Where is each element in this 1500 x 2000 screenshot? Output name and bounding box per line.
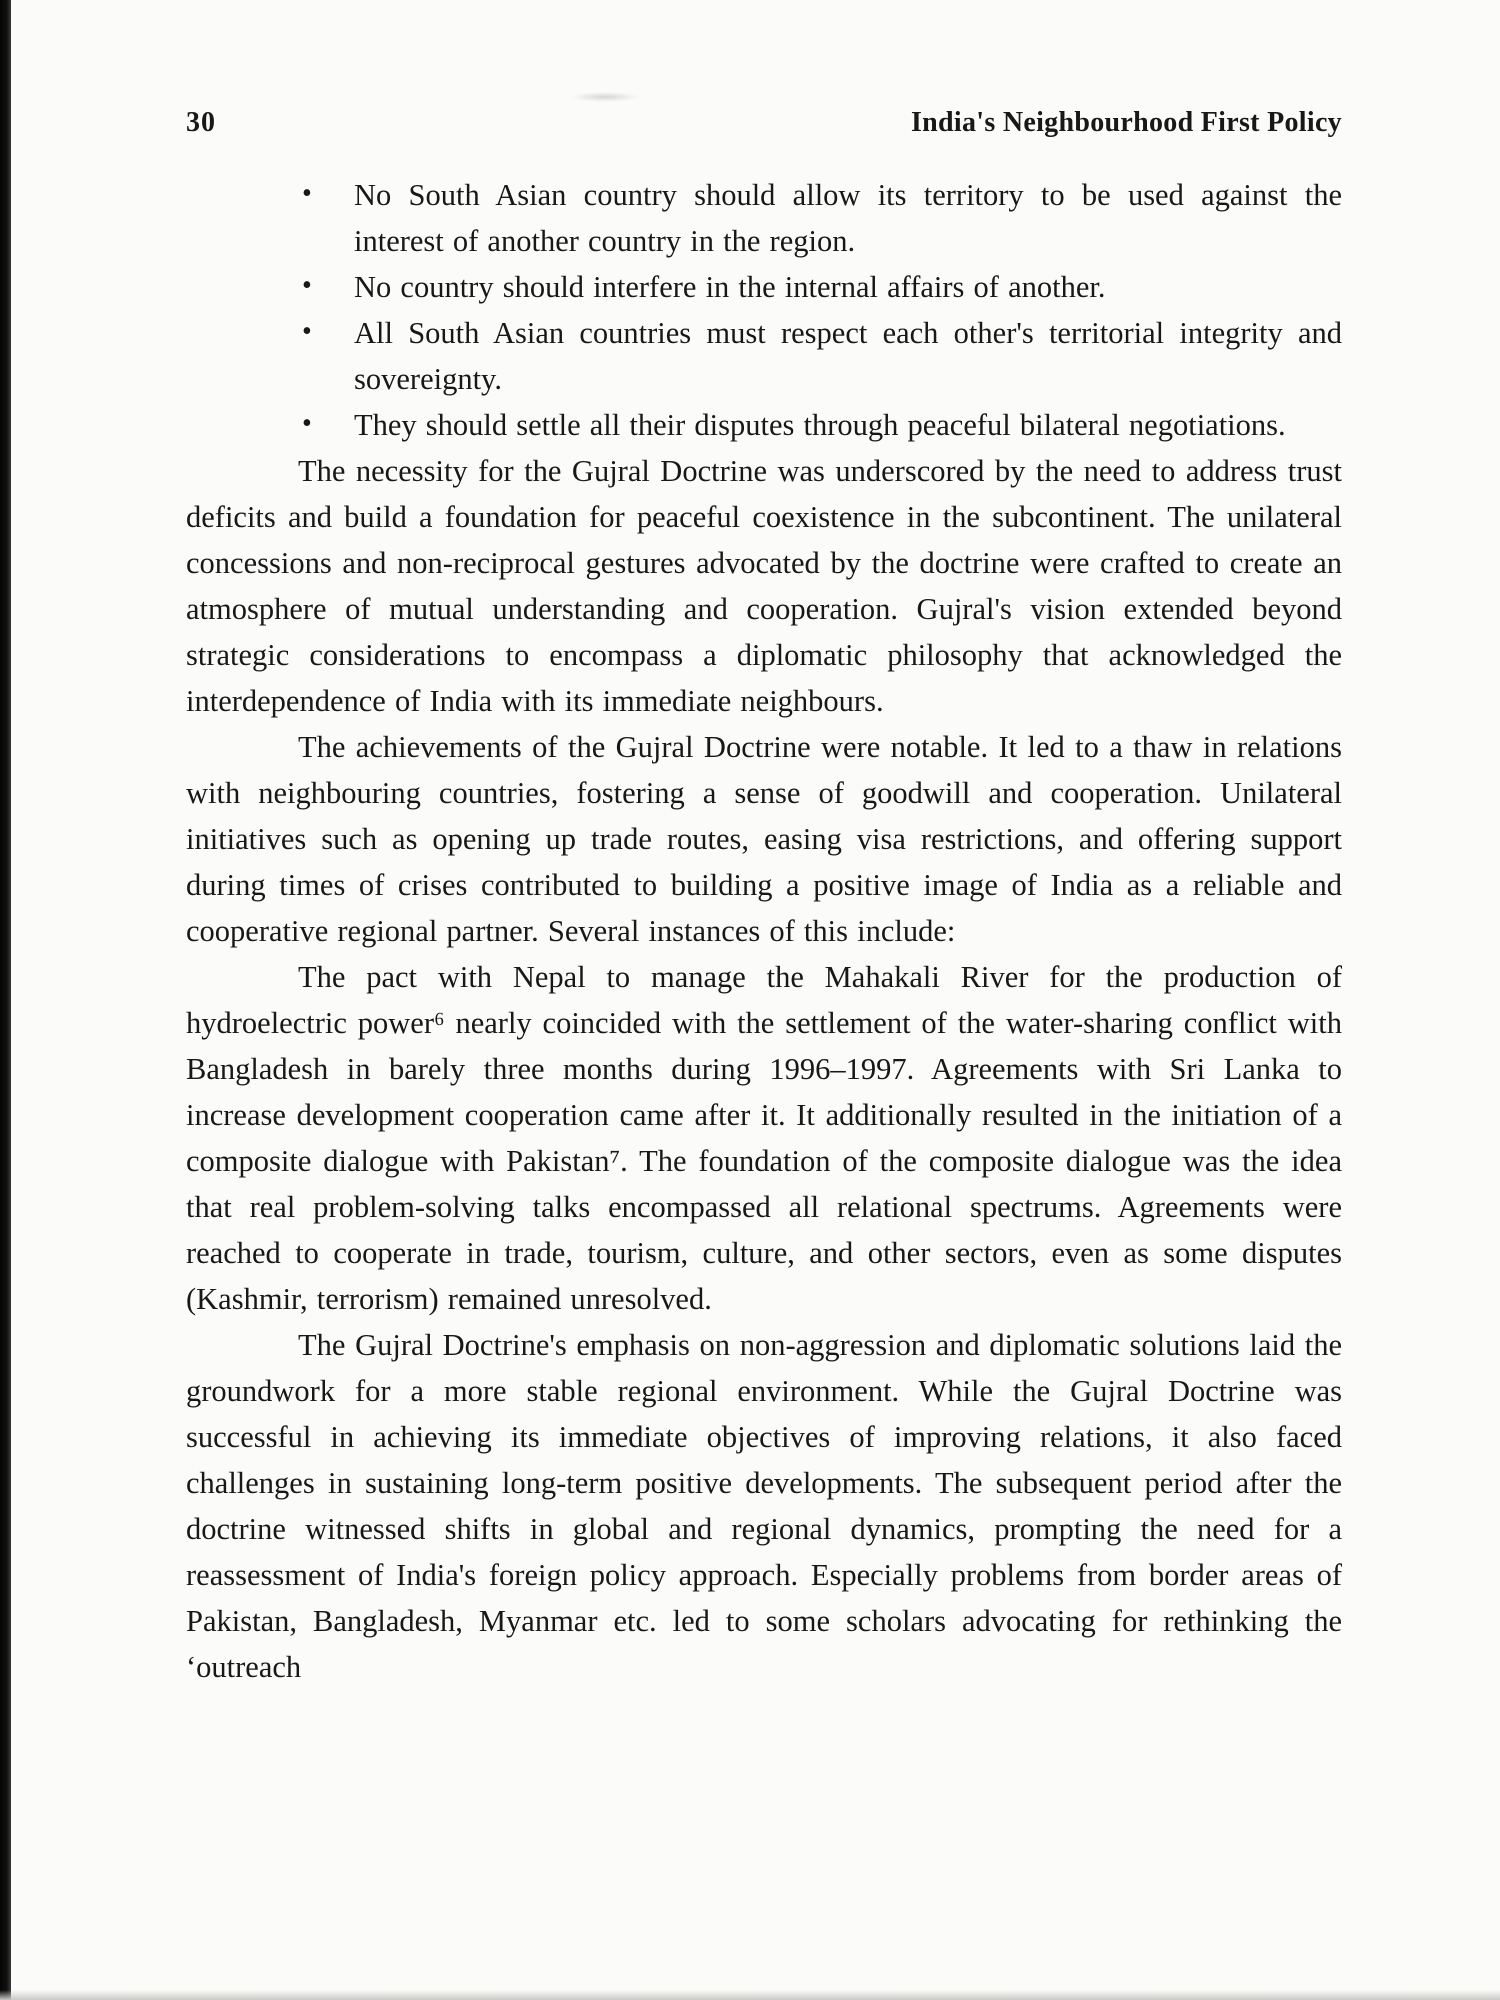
bullet-marker-icon: • <box>302 408 312 439</box>
running-header <box>186 106 1342 140</box>
scan-bottom-shadow <box>0 1990 1500 2000</box>
running-title: India's Neighbourhood First Policy <box>910 107 1342 138</box>
paragraph: The necessity for the Gujral Doctrine was underscored by the need to address trust deficits and build a foundation for peaceful coexistence in the subcontinent. The unilateral concessions and non-reciprocal gestures advocated by the doctrine were crafted to create an atmosphere of mutual understanding and cooperation. Gujral's vision extended beyond strategic considerations to encompass a diplomatic philosophy that acknowledged the interdependence of India with its immediate neighbours. <box>186 454 1342 718</box>
body-text-block <box>186 172 1342 1690</box>
bullet-item <box>186 264 1342 310</box>
bullet-item <box>186 172 1342 264</box>
bullet-marker-icon: • <box>302 270 312 301</box>
bullet-marker-icon: • <box>302 316 312 347</box>
bullet-list <box>186 172 1342 448</box>
scan-gutter-shadow <box>0 0 11 2000</box>
bullet-text: No country should interfere in the internal affairs of another. <box>354 270 1106 304</box>
bullet-text: No South Asian country should allow its territory to be used against the interest of another country in the region. <box>354 178 1342 258</box>
bullet-item <box>186 310 1342 402</box>
page-number: 30 <box>186 107 216 138</box>
bullet-item <box>186 402 1342 448</box>
bullet-marker-icon: • <box>302 178 312 209</box>
paragraph: The achievements of the Gujral Doctrine were notable. It led to a thaw in relations with neighbouring countries, fostering a sense of goodwill and cooperation. Unilateral initiatives such as opening up trade routes, easing visa restrictions, and offering support during times of crises contributed to building a positive image of India as a reliable and cooperative regional partner. Several instances of this include: <box>186 730 1342 948</box>
paragraph: The pact with Nepal to manage the Mahakali River for the production of hydroelectric power⁶ nearly coincided with the settlement of the water-sharing conflict with Bangladesh in barely three months during 1996–1997. Agreements with Sri Lanka to increase development cooperation came after it. It additionally resulted in the initiation of a composite dialogue with Pakistan⁷. The foundation of the composite dialogue was the idea that real problem-solving talks encompassed all relational spectrums. Agreements were reached to cooperate in trade, tourism, culture, and other sectors, even as some disputes (Kashmir, terrorism) remained unresolved. <box>186 960 1342 1316</box>
bullet-text: All South Asian countries must respect each other's territorial integrity and sovereignty. <box>354 316 1342 396</box>
bullet-text: They should settle all their disputes through peaceful bilateral negotiations. <box>354 408 1286 442</box>
scan-smudge-artifact <box>570 92 640 102</box>
paragraph: The Gujral Doctrine's emphasis on non-aggression and diplomatic solutions laid the groundwork for a more stable regional environment. While the Gujral Doctrine was successful in achieving its immediate objectives of improving relations, it also faced challenges in sustaining long-term positive developments. The subsequent period after the doctrine witnessed shifts in global and regional dynamics, prompting the need for a reassessment of India's foreign policy approach. Especially problems from border areas of Pakistan, Bangladesh, Myanmar etc. led to some scholars advocating for rethinking the ‘outreach <box>186 1328 1342 1684</box>
